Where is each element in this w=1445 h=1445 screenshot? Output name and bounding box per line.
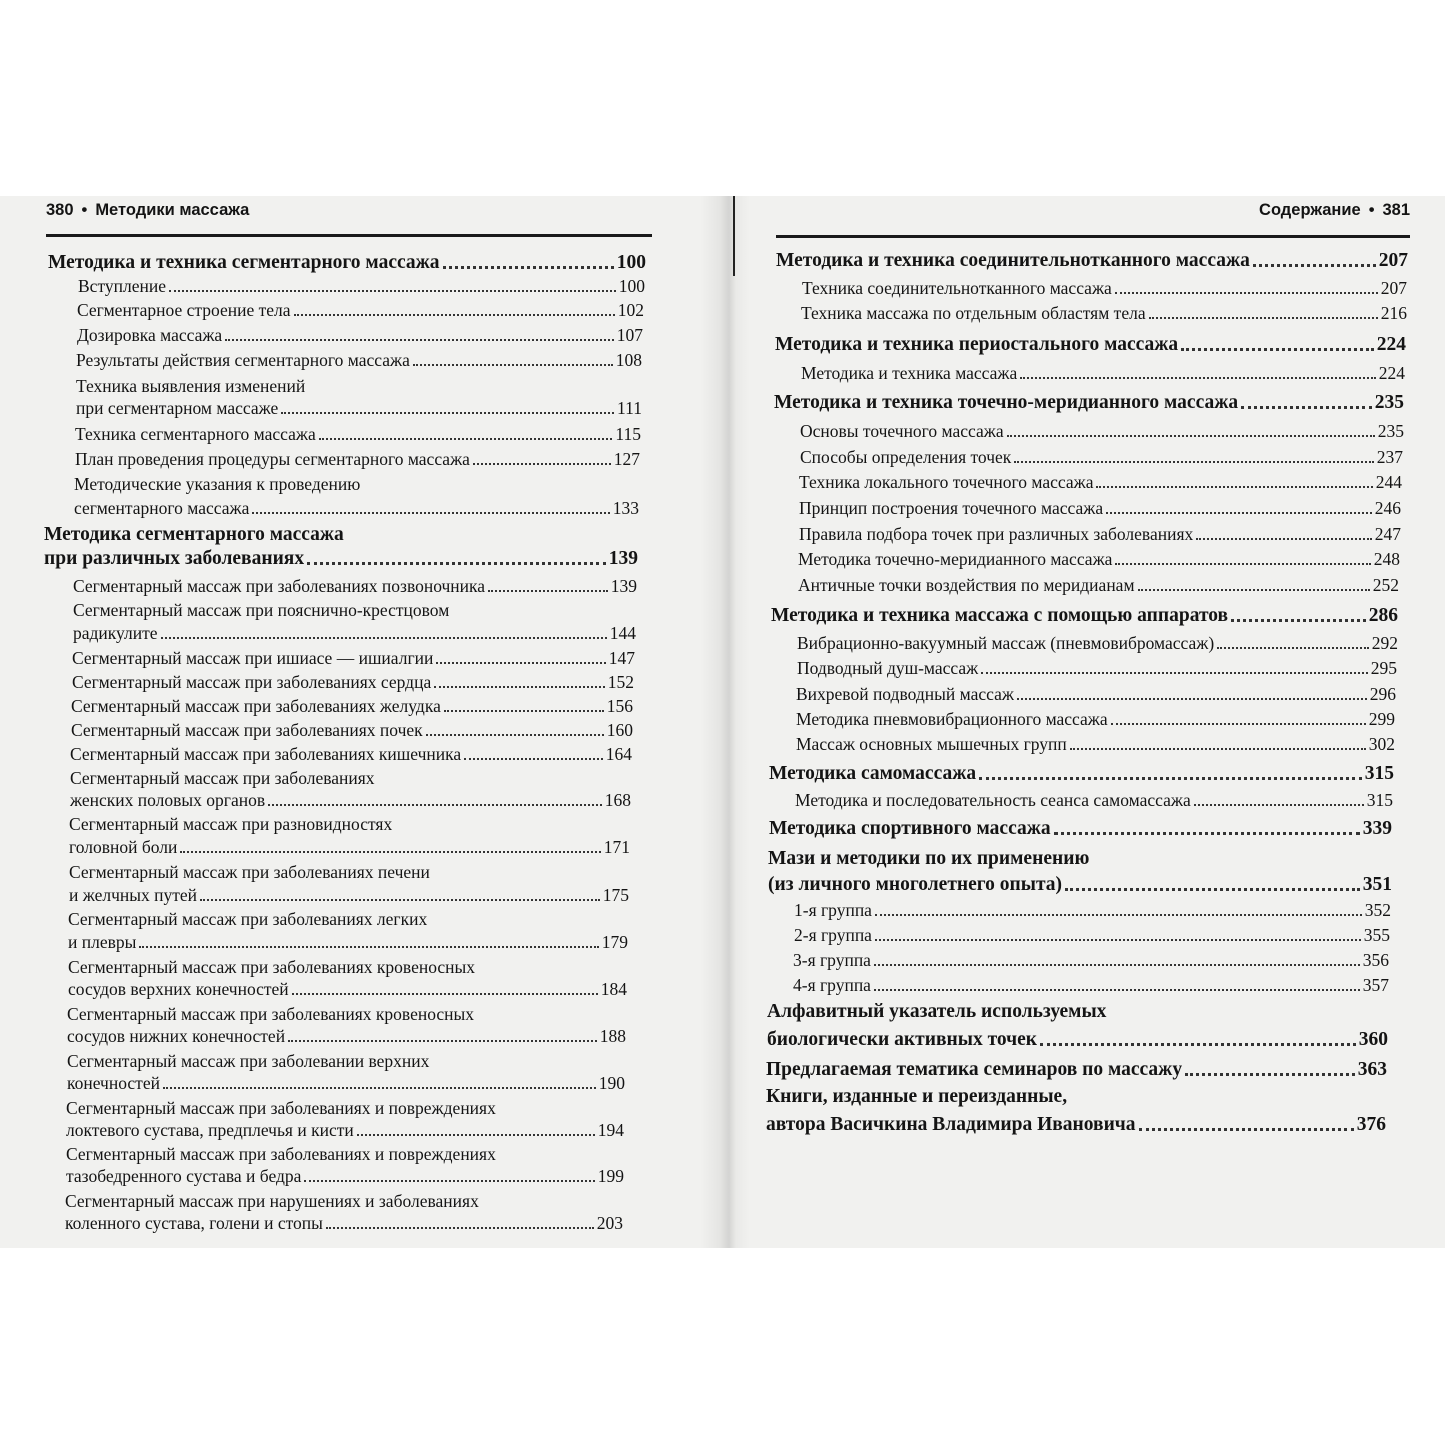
dot-leader (981, 672, 1368, 674)
toc-subsection-entry (76, 398, 642, 419)
toc-section-entry (766, 1059, 1387, 1081)
toc-page-number: 139 (610, 576, 637, 596)
dot-leader (488, 590, 608, 592)
toc-page-number: 248 (1373, 549, 1400, 569)
toc-subsection-entry (76, 350, 642, 371)
toc-subsection-entry (798, 549, 1400, 570)
toc-page-number: 356 (1362, 950, 1389, 970)
dot-leader (292, 993, 598, 995)
dot-leader (413, 364, 613, 366)
toc-entry-line: Сегментарный массаж при заболеваниях кровеносных (68, 957, 476, 977)
toc-page-number: 363 (1357, 1059, 1387, 1080)
toc-page-number: 352 (1364, 900, 1391, 920)
toc-page-number: 302 (1368, 734, 1395, 754)
dot-leader (1007, 435, 1375, 437)
toc-page-number: 295 (1370, 658, 1397, 678)
toc-page-number: 252 (1372, 575, 1399, 595)
dot-leader (326, 1227, 594, 1229)
toc-entry-title: Сегментарное строение тела (77, 300, 291, 320)
dot-leader (473, 463, 611, 465)
toc-entry-title: коленного сустава, голени и стопы (65, 1213, 323, 1233)
dot-leader (1014, 461, 1373, 463)
toc-subsection-entry (799, 498, 1401, 519)
dot-leader (1181, 348, 1374, 351)
toc-page-number: 237 (1376, 447, 1403, 467)
toc-entry-title: Техника массажа по отдельным областям тела (801, 303, 1146, 323)
toc-page-number: 203 (596, 1213, 623, 1233)
toc-entry-line: Сегментарный массаж при заболеваниях печени (69, 862, 430, 882)
dot-leader (163, 1087, 596, 1089)
dot-leader (1115, 563, 1370, 565)
toc-section-entry (48, 252, 646, 274)
toc-subsection-entry (65, 1213, 623, 1234)
toc-page-number: 360 (1358, 1029, 1388, 1050)
dot-leader (444, 710, 604, 712)
dot-leader (180, 851, 600, 853)
toc-entry-title: Сегментарный массаж при ишиасе — ишиалгии (72, 648, 434, 668)
toc-subsection-entry (70, 790, 631, 811)
dot-leader (464, 758, 603, 760)
toc-subsection-entry (66, 1120, 624, 1141)
toc-page-number: 216 (1380, 303, 1407, 323)
toc-page-number: 315 (1366, 790, 1393, 810)
dot-leader (1138, 589, 1370, 591)
toc-subsection-entry (794, 900, 1391, 921)
dot-leader (200, 899, 600, 901)
toc-subsection-entry (66, 1166, 624, 1187)
toc-subsection-entry (800, 421, 1404, 442)
toc-section-entry (768, 874, 1392, 896)
toc-section-entry (769, 763, 1394, 785)
toc-subsection-entry (799, 472, 1402, 493)
toc-page-number: 184 (600, 979, 627, 999)
toc-entry-title: при сегментарном массаже (76, 398, 279, 418)
toc-entry-line: Сегментарный массаж при заболеваниях и повреждениях (66, 1144, 496, 1164)
toc-page-number: 139 (608, 548, 638, 569)
toc-subsection-entry (70, 744, 632, 765)
toc-subsection-entry (796, 734, 1395, 755)
dot-leader (1149, 317, 1378, 319)
toc-section-entry (776, 250, 1408, 272)
toc-entry-line: Сегментарный массаж при пояснично-крестцовом (73, 600, 450, 620)
toc-subsection-entry (801, 363, 1405, 384)
dot-leader (426, 734, 604, 736)
toc-page-number: 355 (1363, 925, 1390, 945)
toc-subsection-entry (793, 950, 1389, 971)
toc-page-number: 235 (1377, 421, 1404, 441)
toc-page-number: 190 (598, 1073, 625, 1093)
toc-page-number: 339 (1362, 818, 1392, 839)
toc-entry-title: Техника соединительнотканного массажа (802, 278, 1112, 298)
dot-leader (268, 804, 602, 806)
toc-entry-title: тазобедренного сустава и бедра (66, 1166, 302, 1186)
left-running-head (46, 201, 652, 220)
dot-leader (1111, 723, 1366, 725)
toc-entry-title: сегментарного массажа (74, 498, 250, 518)
toc-entry-line: Сегментарный массаж при заболеваниях (70, 768, 375, 788)
toc-entry-line: Сегментарный массаж при разновидностях (69, 814, 393, 834)
toc-subsection-entry (71, 696, 633, 717)
toc-entry-title: Методика и техника сегментарного массажа (48, 252, 440, 273)
toc-entry-title: Сегментарный массаж при заболеваниях позвоночника (73, 576, 486, 596)
bullet-separator: • (1368, 201, 1375, 219)
toc-page-number: 296 (1369, 684, 1396, 704)
toc-subsection-entry (72, 648, 635, 669)
dot-leader (875, 914, 1362, 916)
dot-leader (304, 1180, 594, 1182)
dot-leader (1185, 1073, 1355, 1076)
toc-page-number: 133 (612, 498, 639, 518)
toc-page-number: 127 (613, 449, 640, 469)
toc-subsection-entry (802, 278, 1407, 299)
toc-page-number: 247 (1374, 524, 1401, 544)
toc-entry-title: Результаты действия сегментарного массажа (76, 350, 410, 370)
toc-page-number: 100 (618, 276, 645, 296)
toc-page-number: 224 (1376, 334, 1406, 355)
toc-section-entry (771, 605, 1398, 627)
dot-leader (139, 946, 598, 948)
toc-page-number: 207 (1378, 250, 1408, 271)
dot-leader (1070, 748, 1366, 750)
toc-entry-title: Предлагаемая тематика семинаров по массажу (766, 1059, 1183, 1080)
toc-page-number: 171 (603, 837, 630, 857)
right-header-rule (776, 235, 1410, 238)
toc-section-entry (774, 392, 1404, 414)
left-running-title: Методики массажа (95, 201, 250, 219)
book-spread (0, 196, 1445, 1248)
toc-subsection-entry (796, 709, 1395, 730)
toc-subsection-entry (68, 979, 627, 1000)
toc-entry-title: биологически активных точек (767, 1029, 1038, 1050)
toc-subsection-entry (799, 524, 1401, 545)
toc-entry-title: Техника сегментарного массажа (75, 424, 316, 444)
toc-page-number: 102 (617, 300, 644, 320)
toc-entry-title: при различных заболеваниях (44, 548, 305, 569)
toc-entry-title: конечностей (67, 1073, 160, 1093)
toc-page-number: 156 (606, 696, 633, 716)
toc-entry-title: Способы определения точек (800, 447, 1012, 467)
toc-entry-title: Вихревой подводный массаж (796, 684, 1014, 704)
dot-leader (434, 686, 605, 688)
right-page-number: 381 (1382, 201, 1410, 219)
toc-entry-title: и плевры (68, 932, 137, 952)
toc-entry-line: Сегментарный массаж при нарушениях и заболеваниях (65, 1191, 479, 1211)
toc-subsection-entry (74, 498, 639, 519)
toc-page-number: 292 (1371, 633, 1398, 653)
toc-entry-line: Сегментарный массаж при заболеваниях и повреждениях (66, 1098, 496, 1118)
dot-leader (1231, 619, 1366, 622)
dot-leader (1139, 1128, 1354, 1131)
toc-entry-title: План проведения процедуры сегментарного массажа (75, 449, 470, 469)
toc-entry-title: Методика и последовательность сеанса самомассажа (795, 790, 1191, 810)
toc-entry-title: сосудов нижних конечностей (67, 1026, 286, 1046)
toc-section-entry (767, 1029, 1388, 1051)
dot-leader (1241, 406, 1372, 409)
toc-entry-title: Методика и техника точечно-меридианного массажа (774, 392, 1239, 413)
toc-subsection-entry (796, 684, 1396, 705)
toc-subsection-entry (72, 672, 634, 693)
toc-entry-title: Подводный душ-массаж (797, 658, 979, 678)
toc-page-number: 108 (615, 350, 642, 370)
toc-entry-title: Сегментарный массаж при заболеваниях почек (71, 720, 423, 740)
toc-entry-title: Методика спортивного массажа (769, 818, 1051, 839)
toc-entry-line: Мази и методики по их применению (768, 848, 1090, 869)
toc-page-number: 299 (1368, 709, 1395, 729)
toc-entry-line: Техника выявления изменений (76, 376, 306, 396)
toc-subsection-entry (800, 447, 1403, 468)
dot-leader (1106, 512, 1372, 514)
right-page (762, 196, 1410, 1248)
toc-subsection-entry (73, 576, 637, 597)
toc-page-number: 376 (1356, 1114, 1386, 1135)
dot-leader (436, 662, 605, 664)
toc-entry-title: Методика и техника массажа с помощью аппаратов (771, 605, 1229, 626)
toc-entry-title: Сегментарный массаж при заболеваниях кишечника (70, 744, 462, 764)
toc-page-number: 164 (605, 744, 632, 764)
toc-page-number: 147 (608, 648, 635, 668)
toc-page-number: 179 (601, 932, 628, 952)
toc-subsection-entry (69, 837, 630, 858)
left-page (40, 196, 652, 1248)
toc-entry-title: и желчных путей (69, 885, 198, 905)
toc-page-number: 175 (602, 885, 629, 905)
toc-entry-title: Принцип построения точечного массажа (799, 498, 1104, 518)
dot-leader (307, 562, 606, 565)
toc-page-number: 168 (604, 790, 631, 810)
toc-subsection-entry (793, 975, 1389, 996)
toc-subsection-entry (797, 633, 1398, 654)
bullet-separator: • (81, 201, 88, 219)
dot-leader (1194, 804, 1364, 806)
page-fold-line (733, 196, 735, 276)
toc-subsection-entry (71, 720, 633, 741)
dot-leader (1020, 377, 1375, 379)
dot-leader (169, 290, 616, 292)
toc-page-number: 188 (599, 1026, 626, 1046)
toc-subsection-entry (801, 303, 1407, 324)
toc-subsection-entry (78, 276, 645, 297)
toc-subsection-entry (73, 623, 636, 644)
toc-entry-title: Методика и техника соединительнотканного массажа (776, 250, 1250, 271)
right-running-head (762, 201, 1410, 220)
toc-subsection-entry (69, 885, 629, 906)
dot-leader (357, 1134, 595, 1136)
toc-entry-title: Методика самомассажа (769, 763, 977, 784)
dot-leader (1096, 486, 1372, 488)
toc-entry-title: автора Васичкина Владимира Ивановича (766, 1114, 1136, 1135)
toc-entry-title: 1-я группа (794, 900, 872, 920)
toc-page-number: 144 (609, 623, 636, 643)
dot-leader (1115, 292, 1378, 294)
book-gutter (700, 196, 750, 1248)
toc-entry-title: локтевого сустава, предплечья и кисти (66, 1120, 354, 1140)
toc-entry-title: Античные точки воздействия по меридианам (798, 575, 1135, 595)
toc-subsection-entry (67, 1073, 625, 1094)
toc-subsection-entry (794, 925, 1390, 946)
dot-leader (161, 637, 607, 639)
dot-leader (1196, 538, 1372, 540)
toc-subsection-entry (75, 449, 640, 470)
dot-leader (225, 339, 614, 341)
dot-leader (319, 438, 613, 440)
dot-leader (1065, 888, 1360, 891)
toc-page-number: 152 (607, 672, 634, 692)
dot-leader (874, 964, 1360, 966)
dot-leader (1017, 698, 1367, 700)
toc-entry-title: Вступление (78, 276, 166, 296)
toc-subsection-entry (797, 658, 1397, 679)
toc-entry-title: головной боли (69, 837, 178, 857)
dot-leader (875, 939, 1361, 941)
toc-section-entry (769, 818, 1392, 840)
toc-entry-title: сосудов верхних конечностей (68, 979, 289, 999)
toc-page-number: 351 (1362, 874, 1392, 895)
toc-entry-line: Сегментарный массаж при заболеваниях легких (68, 909, 428, 929)
dot-leader (979, 777, 1362, 780)
toc-subsection-entry (67, 1026, 626, 1047)
left-page-number: 380 (46, 201, 74, 219)
toc-entry-title: Массаж основных мышечных групп (796, 734, 1067, 754)
toc-entry-title: Вибрационно-вакуумный массаж (пневмовибромассаж) (797, 633, 1215, 653)
toc-subsection-entry (68, 932, 628, 953)
dot-leader (252, 512, 609, 514)
toc-page-number: 111 (617, 398, 642, 418)
toc-page-number: 115 (615, 424, 641, 444)
toc-entry-title: радикулите (73, 623, 158, 643)
toc-entry-title: Сегментарный массаж при заболеваниях желудка (71, 696, 441, 716)
toc-page-number: 224 (1378, 363, 1405, 383)
toc-subsection-entry (795, 790, 1393, 811)
toc-page-number: 286 (1368, 605, 1398, 626)
toc-entry-title: 2-я группа (794, 925, 872, 945)
toc-entry-line: Методика сегментарного массажа (44, 524, 344, 545)
toc-page-number: 194 (597, 1120, 624, 1140)
toc-page-number: 315 (1364, 763, 1394, 784)
toc-subsection-entry (77, 325, 643, 346)
toc-entry-title: Методика пневмовибрационного массажа (796, 709, 1108, 729)
toc-entry-line: Сегментарный массаж при заболеваниях кровеносных (67, 1004, 475, 1024)
toc-entry-title: Дозировка массажа (77, 325, 223, 345)
toc-subsection-entry (75, 424, 641, 445)
dot-leader (874, 989, 1360, 991)
toc-entry-title: 4-я группа (793, 975, 871, 995)
toc-page-number: 235 (1374, 392, 1404, 413)
dot-leader (1253, 264, 1376, 267)
toc-section-entry (766, 1114, 1386, 1136)
toc-page-number: 244 (1375, 472, 1402, 492)
dot-leader (1217, 647, 1369, 649)
toc-page-number: 199 (597, 1166, 624, 1186)
toc-page-number: 207 (1380, 278, 1407, 298)
toc-subsection-entry (798, 575, 1399, 596)
toc-entry-title: (из личного многолетнего опыта) (768, 874, 1063, 895)
toc-section-entry (775, 334, 1406, 356)
toc-entry-title: Основы точечного массажа (800, 421, 1004, 441)
toc-section-entry (44, 548, 638, 570)
toc-entry-title: Правила подбора точек при различных заболеваниях (799, 524, 1194, 544)
dot-leader (443, 266, 614, 269)
toc-entry-title: Техника локального точечного массажа (799, 472, 1094, 492)
toc-page-number: 357 (1362, 975, 1389, 995)
toc-entry-title: Сегментарный массаж при заболеваниях сердца (72, 672, 432, 692)
dot-leader (288, 1040, 597, 1042)
toc-entry-title: Методика и техника массажа (801, 363, 1018, 383)
toc-entry-line: Сегментарный массаж при заболевании верхних (67, 1051, 430, 1071)
left-header-rule (46, 234, 652, 237)
right-running-title: Содержание (1259, 201, 1361, 219)
toc-entry-title: женских половых органов (70, 790, 266, 810)
dot-leader (1054, 832, 1360, 835)
toc-entry-title: 3-я группа (793, 950, 871, 970)
toc-entry-title: Методика и техника периостального массажа (775, 334, 1179, 355)
toc-page-number: 100 (616, 252, 646, 273)
toc-page-number: 107 (616, 325, 643, 345)
toc-entry-line: Алфавитный указатель используемых (767, 1001, 1107, 1022)
dot-leader (1040, 1043, 1356, 1046)
toc-page-number: 246 (1374, 498, 1401, 518)
dot-leader (294, 314, 615, 316)
toc-page-number: 160 (606, 720, 633, 740)
toc-entry-line: Книги, изданные и переизданные, (766, 1086, 1068, 1107)
dot-leader (281, 412, 614, 414)
toc-subsection-entry (77, 300, 644, 321)
toc-entry-title: Методика точечно-меридианного массажа (798, 549, 1113, 569)
toc-entry-line: Методические указания к проведению (74, 474, 361, 494)
